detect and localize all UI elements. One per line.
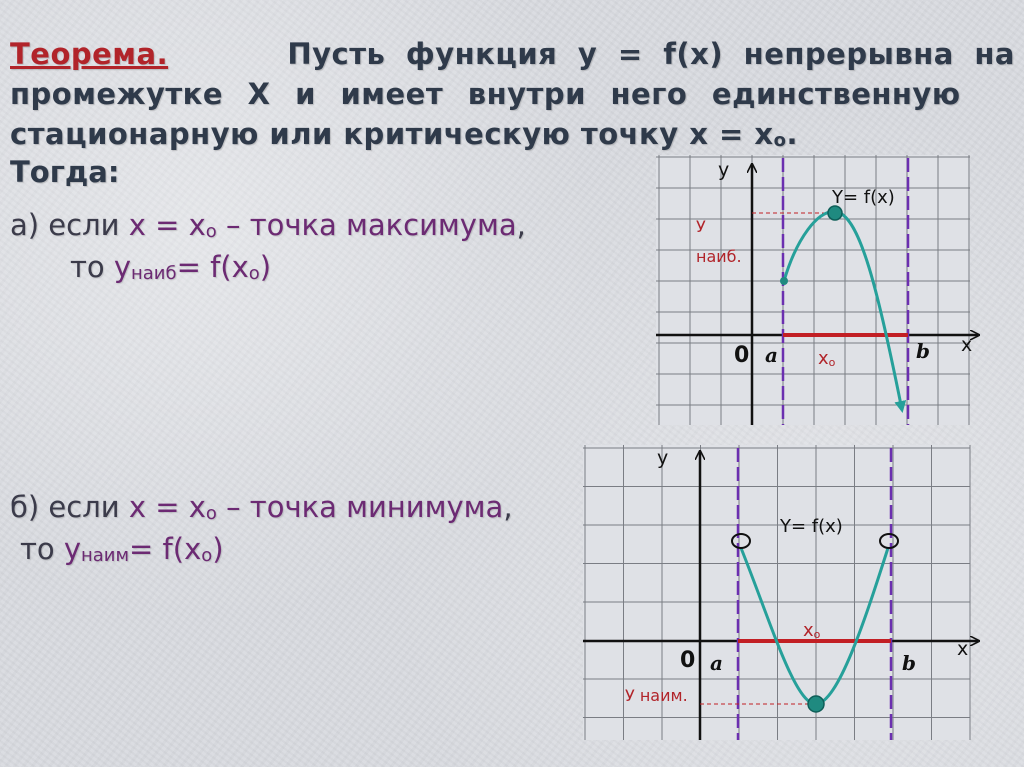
graph-min-x-label: x xyxy=(957,638,969,660)
case-a-y-sub: наиб xyxy=(131,263,177,285)
case-b-eq: = f(x xyxy=(129,532,202,566)
graph-max-y-label: y xyxy=(718,159,730,181)
case-a-comma: , xyxy=(516,208,526,242)
case-b-tail: – точка минимума xyxy=(216,490,504,524)
graph-max-start-point xyxy=(780,277,788,285)
graph-max-func-label: Y= f(x) xyxy=(832,187,895,208)
graph-min-y-label: y xyxy=(657,447,669,469)
case-b-eq-sub: o xyxy=(201,545,213,567)
case-a-eq: = f(x xyxy=(176,250,249,284)
theorem-label: Теорема. xyxy=(10,37,169,71)
theorem-line3-sub: o xyxy=(773,130,787,152)
case-a-cond: x = x xyxy=(128,208,206,242)
theorem-line1: Пусть функция y = f(x) непрерывна на xyxy=(287,37,1015,71)
graph-min-a: a xyxy=(710,651,723,675)
graph-max xyxy=(656,155,978,425)
graph-min-ymin-label: У наим. xyxy=(625,686,688,705)
case-a-prefix: а) xyxy=(10,208,40,242)
graph-max-point xyxy=(828,206,842,220)
case-a-then: то xyxy=(70,250,114,284)
graph-max-x0-main: x xyxy=(818,348,829,369)
case-b-cond: x = x xyxy=(128,490,206,524)
theorem-line2: промежутке X и имеет внутри него единственную xyxy=(10,77,961,111)
graph-max-ymax-2: наиб. xyxy=(696,247,742,266)
case-b-cond-sub: o xyxy=(205,503,217,525)
graph-min-point xyxy=(808,696,824,712)
graph-max-x-label: x xyxy=(961,334,973,356)
case-b-prefix: б) xyxy=(10,490,40,524)
graph-min xyxy=(583,445,978,740)
graph-max-ymax-1: У xyxy=(696,217,706,236)
case-a-close: ) xyxy=(259,250,272,284)
case-a-eq-sub: o xyxy=(248,263,260,285)
graph-min-origin: 0 xyxy=(680,648,696,673)
case-a-cond-sub: o xyxy=(205,221,217,243)
case-b-if: если xyxy=(39,490,129,524)
case-b-close: ) xyxy=(212,532,224,566)
graph-max-bg xyxy=(656,155,973,425)
case-b-y: y xyxy=(63,532,82,566)
case-b-y-sub: наим xyxy=(81,545,130,567)
graph-max-x0-sub: o xyxy=(828,356,836,369)
case-a-if: если xyxy=(39,208,129,242)
case-b-comma: , xyxy=(503,490,513,524)
graph-min-b: b xyxy=(902,651,916,675)
graph-max-origin: 0 xyxy=(734,343,750,368)
case-a-y: y xyxy=(113,250,132,284)
graph-min-x0-main: x xyxy=(803,620,814,641)
theorem-line3-end: . xyxy=(786,117,799,151)
graph-min-func-label: Y= f(x) xyxy=(780,516,843,537)
theorem-line3-text: стационарную или критическую точку x = x xyxy=(10,117,774,151)
case-a-tail: – точка максимума xyxy=(216,208,517,242)
graph-min-x0-sub: o xyxy=(813,628,821,641)
graph-max-b: b xyxy=(916,339,930,363)
theorem-then: Тогда: xyxy=(10,155,120,189)
case-b-then: то xyxy=(20,532,64,566)
graph-max-a: a xyxy=(765,343,778,367)
